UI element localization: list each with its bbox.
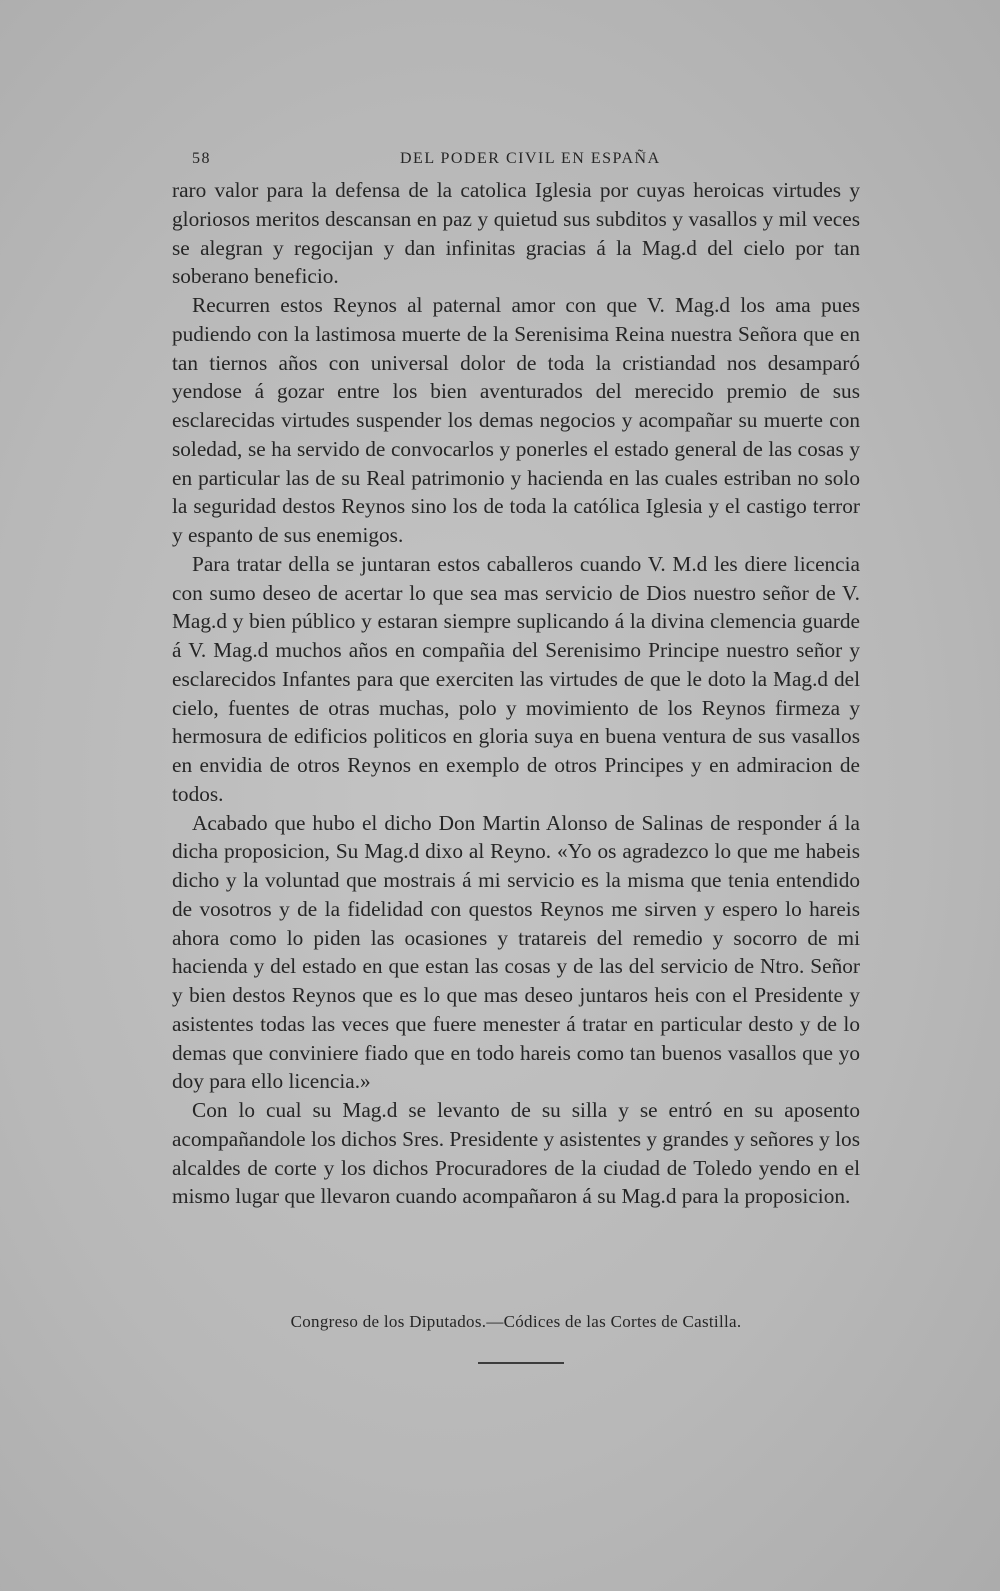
paragraph: Recurren estos Reynos al paternal amor con que V. Mag.d los ama pues pudiendo con la lastimosa muerte de la Serenisima Reina nuestra Señora que en tan tiernos años con universal dolor de toda la cristiandad nos desamparó yendose á gozar entre los bien aventurados del merecido premio de sus esclarecidas virtudes suspender los demas negocios y acompañar su muerte con soledad, se ha servido de convocarlos y ponerles el estado general de las cosas y en particular las de su Real patrimonio y hacienda en las cuales estriban no solo la seguridad destos Reynos sino los de toda la católica Iglesia y el castigo terror y espanto de sus enemigos. <box>172 293 860 547</box>
paragraph: Con lo cual su Mag.d se levanto de su silla y se entró en su aposento acompañandole los dichos Sres. Presidente y asistentes y grandes y señores y los alcaldes de corte y los dichos Procuradores de la ciudad de Toledo yendo en el mismo lugar que llevaron cuando acompañaron á su Mag.d para la proposicion. <box>172 1098 860 1209</box>
paragraph: raro valor para la defensa de la catolica Iglesia por cuyas heroicas virtudes y gloriosos meritos descansan en paz y quietud sus subditos y vasallos y mil veces se alegran y regocijan y dan infinitas gracias á la Mag.d del cielo por tan soberano beneficio. <box>172 178 860 289</box>
body-text <box>172 176 860 1211</box>
running-head: DEL PODER CIVIL EN ESPAÑA <box>400 150 661 167</box>
page-header <box>192 150 862 174</box>
source-note: Congreso de los Diputados.—Códices de las Cortes de Castilla. <box>290 1312 742 1331</box>
closing-rule <box>478 1362 564 1364</box>
paragraph: Para tratar della se juntaran estos caballeros cuando V. M.d les diere licencia con sumo deseo de acertar lo que sea mas servicio de Dios nuestro señor de V. Mag.d y bien público y estaran siempre suplicando á la divina clemencia guarde á V. Mag.d muchos años en compañia del Serenisimo Principe nuestro señor y esclarecidos Infantes para que exerciten las virtudes de que le doto la Mag.d del cielo, fuentes de otras muchas, polo y movimiento de los Reynos firmeza y hermosura de edificios politicos en gloria suya en buena ventura de sus vasallos en envidia de otros Reynos en exemplo de otros Principes y en admiracion de todos. <box>172 551 860 806</box>
page-number: 58 <box>192 150 211 167</box>
paragraph: Acabado que hubo el dicho Don Martin Alonso de Salinas de responder á la dicha proposicion, Su Mag.d dixo al Reyno. «Yo os agradezco lo que me habeis dicho y la voluntad que mostrais á mi servicio es la misma que tenia entendido de vosotros y de la fidelidad con questos Reynos me sirven y espero lo hareis ahora como lo piden las ocasiones y tratareis del remedio y socorro de mi hacienda y del estado en que estan las cosas y de las del servicio de Ntro. Señor y bien destos Reynos que es lo que mas deseo juntaros heis con el Presidente y asistentes todas las veces que fuere menester á tratar en particular desto y de lo demas que conviniere fiado que en todo hareis como tan buenos vasallos que yo doy para ello licencia.» <box>172 810 860 1094</box>
